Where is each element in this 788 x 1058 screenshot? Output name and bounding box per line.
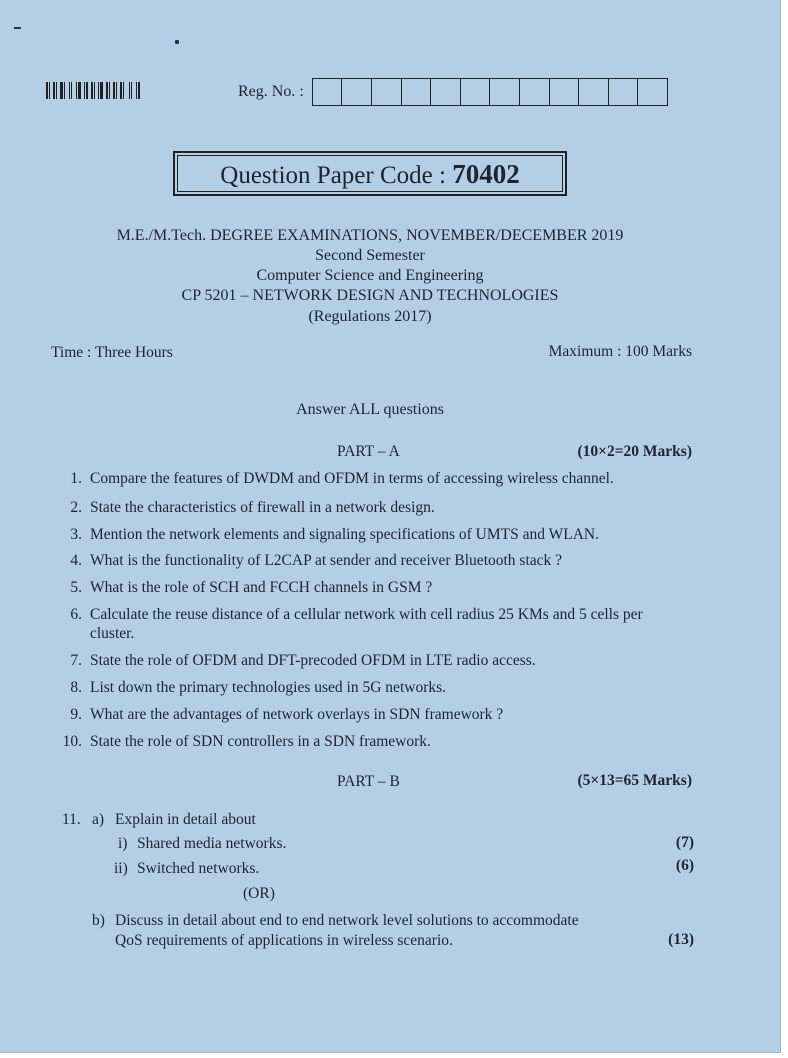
barcode-bar — [71, 82, 72, 99]
part-a-marks: (10×2=20 Marks) — [577, 443, 692, 460]
reg-no-box — [372, 78, 402, 106]
reg-no-box — [579, 78, 609, 106]
reg-no-box — [490, 78, 520, 106]
question-text: Compare the features of DWDM and OFDM in terms of accessing wireless channel. — [90, 470, 614, 487]
question-11b-label: b) — [92, 912, 105, 929]
barcode-bar — [94, 82, 95, 99]
question-number: 3. — [70, 526, 82, 543]
barcode-bar — [96, 82, 97, 99]
question-number: 9. — [70, 706, 82, 723]
question-11a-label: a) — [92, 811, 105, 828]
barcode-bar — [133, 82, 135, 99]
barcode-bar — [69, 82, 70, 99]
question-text: What is the functionality of L2CAP at sender and receiver Bluetooth stack ? — [90, 552, 563, 569]
question-11a-ii-label: ii) — [114, 860, 128, 877]
question-paper-code: 70402 — [452, 159, 520, 189]
question-11-number: 11. — [62, 811, 81, 828]
question-number: 4. — [70, 552, 82, 569]
regulations: (Regulations 2017) — [308, 308, 432, 325]
reg-no-box — [461, 78, 491, 106]
barcode-bar — [120, 82, 122, 99]
barcode-bar — [91, 82, 93, 99]
question-number: 6. — [70, 606, 82, 623]
question-11a-text: Explain in detail about — [115, 811, 256, 828]
question-11a-i-label: i) — [118, 835, 128, 852]
barcode-bar — [82, 82, 83, 99]
barcode-bar — [129, 82, 130, 99]
reg-no-box — [402, 78, 432, 106]
question-number: 7. — [70, 652, 82, 669]
barcode-bar — [86, 82, 88, 99]
barcode-bar — [106, 82, 108, 99]
barcode-bar — [125, 82, 128, 99]
reg-no-boxes — [312, 78, 668, 106]
barcode-bar — [138, 82, 140, 99]
reg-no-label: Reg. No. : — [238, 83, 304, 100]
question-text: State the role of SDN controllers in a SDN framework. — [90, 733, 431, 750]
instruction: Answer ALL questions — [296, 401, 444, 418]
reg-no-box — [342, 78, 372, 106]
question-number: 2. — [70, 499, 82, 516]
reg-no-box — [313, 78, 343, 106]
question-number: 8. — [70, 679, 82, 696]
reg-no-field — [238, 78, 668, 106]
question-number: 5. — [70, 579, 82, 596]
reg-no-box — [431, 78, 461, 106]
barcode-bar — [51, 82, 52, 99]
reg-no-box — [638, 78, 668, 106]
reg-no-box — [550, 78, 580, 106]
barcode-bar — [64, 82, 65, 99]
question-text: Mention the network elements and signaling specifications of UMTS and WLAN. — [90, 526, 599, 543]
mark-dash — [14, 27, 21, 29]
question-text: What are the advantages of network overlays in SDN framework ? — [90, 706, 504, 723]
part-b-heading: PART – B — [337, 773, 400, 790]
barcode-bar — [136, 82, 137, 99]
department: Computer Science and Engineering — [256, 267, 484, 284]
barcode-bar — [100, 82, 103, 99]
question-11a-ii-text: Switched networks. — [137, 860, 260, 877]
barcode-bar — [46, 82, 48, 99]
question-text: State the characteristics of firewall in a network design. — [90, 499, 435, 516]
barcode-bar — [73, 82, 75, 99]
exam-title: M.E./M.Tech. DEGREE EXAMINATIONS, NOVEMBER/DECEMBER 2019 — [116, 227, 624, 244]
part-a-heading: PART – A — [337, 443, 400, 460]
question-text: What is the role of SCH and FCCH channels in GSM ? — [90, 579, 433, 596]
barcode-bar — [118, 82, 119, 99]
question-11a-i-marks: (7) — [675, 834, 694, 851]
reg-no-box — [609, 78, 639, 106]
question-paper-code-label: Question Paper Code : — [220, 162, 446, 189]
barcode-bar — [123, 82, 124, 99]
barcode-bar — [49, 82, 50, 99]
question-11b-text-line1: Discuss in detail about end to end network level solutions to accommodate — [115, 912, 579, 929]
barcode-bar — [98, 82, 99, 99]
course-title: CP 5201 – NETWORK DESIGN AND TECHNOLOGIES — [181, 287, 559, 304]
barcode-bar — [111, 82, 112, 99]
or-separator: (OR) — [243, 885, 275, 902]
barcode-bar — [56, 82, 57, 99]
time-allowed: Time : Three Hours — [51, 344, 173, 361]
question-11b-marks: (13) — [668, 931, 694, 948]
barcode-bar — [66, 82, 68, 99]
question-number: 10. — [62, 733, 82, 750]
question-text: List down the primary technologies used in 5G networks. — [90, 679, 447, 696]
part-b-marks: (5×13=65 Marks) — [577, 772, 692, 789]
barcode-bar — [76, 82, 77, 99]
maximum-marks: Maximum : 100 Marks — [548, 343, 692, 360]
question-text: State the role of OFDM and DFT-precoded OFDM in LTE radio access. — [90, 652, 536, 669]
semester: Second Semester — [315, 247, 425, 264]
barcode-bar — [53, 82, 55, 99]
question-text: Calculate the reuse distance of a cellular network with cell radius 25 KMs and 5 cells per cluster. — [90, 606, 643, 642]
mark-dot — [175, 40, 179, 44]
barcode-bar — [89, 82, 90, 99]
barcode-bar — [113, 82, 115, 99]
barcode-bar — [131, 82, 132, 99]
question-11b-text-line2: QoS requirements of applications in wireless scenario. — [115, 932, 453, 949]
question-11a-i-text: Shared media networks. — [137, 835, 287, 852]
barcode-bar — [104, 82, 105, 99]
barcode-bar — [109, 82, 110, 99]
question-11a-ii-marks: (6) — [675, 857, 694, 874]
question-number: 1. — [70, 470, 82, 487]
barcode-bar — [84, 82, 85, 99]
barcode — [46, 82, 152, 99]
reg-no-box — [520, 78, 550, 106]
question-paper-code-box — [173, 151, 567, 196]
barcode-bar — [116, 82, 117, 99]
barcode-bar — [78, 82, 81, 99]
barcode-bar — [60, 82, 63, 99]
barcode-bar — [58, 82, 59, 99]
